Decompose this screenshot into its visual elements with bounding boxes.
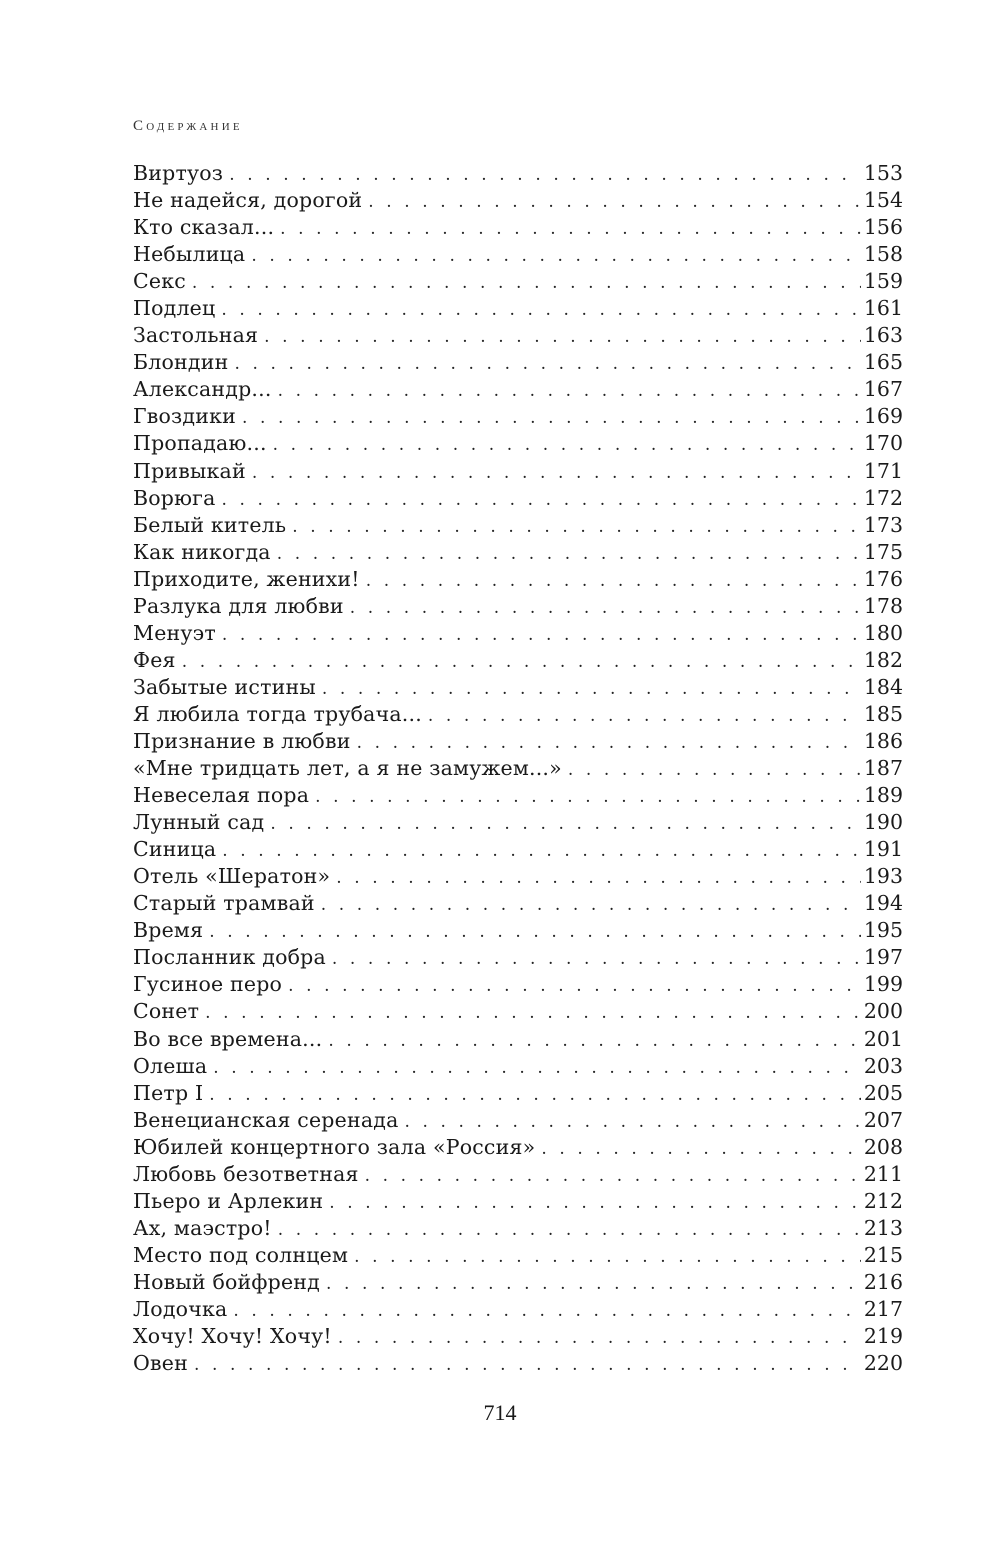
toc-dot-leader (568, 757, 861, 782)
toc-dot-leader (273, 432, 861, 457)
toc-entry-title: Застольная (133, 323, 259, 348)
toc-dot-leader (280, 216, 861, 241)
toc-entry (133, 863, 903, 890)
toc-entry (133, 1080, 903, 1107)
toc-dot-leader (192, 270, 861, 295)
toc-entry (133, 782, 903, 809)
toc-entry-title: Фея (133, 647, 176, 672)
toc-entry-page: 187 (863, 756, 903, 781)
toc-dot-leader (365, 1163, 861, 1188)
toc-entry-title: Подлец (133, 296, 216, 321)
toc-entry-page: 178 (863, 593, 903, 618)
toc-entry-title: Ах, маэстро! (133, 1215, 272, 1240)
toc-entry-title: Привыкай (133, 458, 246, 483)
toc-entry (133, 1134, 903, 1161)
toc-entry-page: 212 (863, 1188, 903, 1213)
toc-dot-leader (357, 730, 861, 755)
toc-entry (133, 1350, 903, 1377)
toc-entry-title: Старый трамвай (133, 891, 315, 916)
toc-entry (133, 728, 903, 755)
toc-dot-leader (194, 1352, 861, 1377)
toc-dot-leader (405, 1109, 861, 1134)
toc-entry-page: 153 (863, 161, 903, 185)
toc-entry-page: 159 (863, 269, 903, 294)
toc-entry (133, 620, 903, 647)
toc-entry-title: Александр... (133, 377, 272, 402)
toc-dot-leader (222, 487, 861, 512)
toc-dot-leader (366, 568, 861, 593)
toc-entry (133, 701, 903, 728)
toc-entry-title: Синица (133, 837, 217, 862)
toc-entry-page: 161 (863, 296, 903, 321)
toc-dot-leader (322, 676, 861, 701)
toc-entry-title: Пропадаю... (133, 431, 267, 456)
toc-entry (133, 944, 903, 971)
toc-entry-title: Отель «Шератон» (133, 864, 331, 889)
toc-entry-title: Венецианская серенада (133, 1107, 399, 1132)
toc-entry-title: Я любила тогда трубача... (133, 701, 422, 726)
toc-entry-page: 165 (863, 350, 903, 375)
toc-entry-page: 207 (863, 1107, 903, 1132)
toc-entry (133, 1188, 903, 1215)
toc-dot-leader (288, 973, 861, 998)
toc-entry-title: Лодочка (133, 1296, 228, 1321)
toc-entry-title: «Мне тридцать лет, а я не замужем...» (133, 756, 562, 781)
toc-dot-leader (336, 865, 861, 890)
toc-entry-page: 176 (863, 566, 903, 591)
page-number: 714 (483, 1400, 517, 1425)
toc-dot-leader (222, 838, 861, 863)
toc-dot-leader (182, 649, 861, 674)
toc-entry-page: 173 (863, 512, 903, 537)
toc-dot-leader (321, 892, 861, 917)
toc-entry-page: 191 (863, 837, 903, 862)
toc-entry-title: Приходите, женихи! (133, 566, 360, 591)
toc-dot-leader (229, 162, 861, 187)
toc-entry-page: 197 (863, 945, 903, 970)
toc-entry-page: 208 (863, 1134, 903, 1159)
toc-dot-leader (329, 1190, 861, 1215)
toc-entry-page: 213 (863, 1215, 903, 1240)
toc-entry-page: 186 (863, 728, 903, 753)
toc-entry-page: 194 (863, 891, 903, 916)
toc-dot-leader (315, 784, 861, 809)
toc-entry-title: Пьеро и Арлекин (133, 1188, 324, 1213)
toc-dot-leader (338, 1325, 861, 1350)
toc-entry-title: Менуэт (133, 620, 216, 645)
toc-entry (133, 809, 903, 836)
toc-dot-leader (368, 189, 861, 214)
toc-entry (133, 458, 903, 485)
toc-entry-title: Ворюга (133, 485, 216, 510)
toc-entry-title: Невеселая пора (133, 783, 310, 808)
toc-dot-leader (354, 1244, 861, 1269)
toc-entry (133, 1107, 903, 1134)
toc-entry-page: 211 (863, 1161, 903, 1186)
table-of-contents (133, 160, 903, 1377)
toc-entry (133, 1161, 903, 1188)
toc-entry (133, 1323, 903, 1350)
toc-entry (133, 755, 903, 782)
toc-dot-leader (350, 595, 861, 620)
toc-entry-page: 172 (863, 485, 903, 510)
toc-entry-title: Любовь безответная (133, 1161, 359, 1186)
toc-entry-title: Не надейся, дорогой (133, 188, 363, 213)
toc-entry-page: 175 (863, 539, 903, 564)
toc-entry (133, 187, 903, 214)
toc-entry (133, 268, 903, 295)
toc-dot-leader (209, 1082, 861, 1107)
toc-entry-page: 184 (863, 674, 903, 699)
toc-entry-page: 158 (863, 242, 903, 267)
toc-entry-page: 220 (863, 1351, 903, 1376)
toc-dot-leader (326, 1271, 861, 1296)
toc-entry-page: 190 (863, 810, 903, 835)
toc-entry (133, 1242, 903, 1269)
toc-dot-leader (328, 1028, 861, 1053)
toc-dot-leader (222, 622, 861, 647)
toc-entry (133, 593, 903, 620)
toc-entry (133, 430, 903, 457)
toc-entry-title: Овен (133, 1351, 188, 1376)
toc-dot-leader (221, 297, 860, 322)
toc-entry-title: Разлука для любви (133, 593, 344, 618)
toc-entry-title: Гусиное перо (133, 972, 283, 997)
toc-entry (133, 512, 903, 539)
toc-entry-page: 169 (863, 404, 903, 429)
toc-entry-title: Кто сказал... (133, 215, 275, 240)
toc-entry (133, 403, 903, 430)
toc-entry-title: Как никогда (133, 539, 271, 564)
toc-entry-title: Небылица (133, 242, 246, 267)
toc-dot-leader (428, 703, 861, 728)
toc-entry (133, 674, 903, 701)
toc-dot-leader (270, 811, 861, 836)
toc-dot-leader (264, 324, 861, 349)
toc-entry (133, 1026, 903, 1053)
toc-entry (133, 241, 903, 268)
toc-entry (133, 1296, 903, 1323)
toc-entry (133, 376, 903, 403)
toc-entry-title: Лунный сад (133, 810, 265, 835)
toc-entry (133, 1053, 903, 1080)
toc-dot-leader (277, 541, 861, 566)
toc-entry-page: 217 (863, 1296, 903, 1321)
toc-entry-title: Признание в любви (133, 728, 351, 753)
toc-entry-title: Блондин (133, 350, 229, 375)
toc-dot-leader (278, 378, 861, 403)
toc-entry (133, 349, 903, 376)
toc-entry (133, 917, 903, 944)
toc-entry-title: Петр I (133, 1080, 204, 1105)
toc-entry (133, 160, 903, 187)
toc-entry (133, 539, 903, 566)
toc-entry (133, 214, 903, 241)
toc-entry (133, 971, 903, 998)
toc-entry-title: Во все времена... (133, 1026, 323, 1051)
toc-dot-leader (251, 243, 861, 268)
toc-dot-leader (242, 405, 861, 430)
toc-entry (133, 1269, 903, 1296)
toc-entry-title: Виртуоз (133, 161, 224, 185)
toc-dot-leader (233, 1298, 860, 1323)
toc-entry-title: Хочу! Хочу! Хочу! (133, 1324, 332, 1349)
toc-entry (133, 295, 903, 322)
toc-dot-leader (292, 514, 861, 539)
toc-entry-title: Забытые истины (133, 674, 316, 699)
toc-entry (133, 647, 903, 674)
toc-entry-page: 219 (863, 1324, 903, 1349)
toc-entry-page: 199 (863, 972, 903, 997)
toc-dot-leader (541, 1136, 861, 1161)
toc-entry-page: 200 (863, 999, 903, 1024)
toc-entry-page: 185 (863, 701, 903, 726)
toc-dot-leader (205, 1000, 861, 1025)
toc-entry-page: 216 (863, 1269, 903, 1294)
toc-entry-page: 156 (863, 215, 903, 240)
toc-entry-title: Олеша (133, 1053, 208, 1078)
toc-entry (133, 322, 903, 349)
toc-dot-leader (332, 946, 861, 971)
toc-entry-title: Белый китель (133, 512, 287, 537)
toc-entry-title: Новый бойфренд (133, 1269, 320, 1294)
toc-entry-page: 170 (863, 431, 903, 456)
toc-entry-page: 171 (863, 458, 903, 483)
toc-entry-page: 193 (863, 864, 903, 889)
toc-entry-title: Секс (133, 269, 186, 294)
toc-dot-leader (252, 460, 861, 485)
toc-entry-page: 167 (863, 377, 903, 402)
toc-entry-title: Время (133, 918, 204, 943)
toc-entry-title: Посланник добра (133, 945, 326, 970)
toc-entry-page: 195 (863, 918, 903, 943)
toc-dot-leader (213, 1055, 861, 1080)
toc-entry-title: Сонет (133, 999, 200, 1024)
toc-entry (133, 836, 903, 863)
toc-entry (133, 566, 903, 593)
toc-entry-title: Место под солнцем (133, 1242, 349, 1267)
toc-entry-title: Юбилей концертного зала «Россия» (133, 1134, 536, 1159)
toc-entry (133, 998, 903, 1025)
toc-entry-title: Гвоздики (133, 404, 236, 429)
toc-entry-page: 205 (863, 1080, 903, 1105)
toc-dot-leader (278, 1217, 861, 1242)
toc-entry-page: 215 (863, 1242, 903, 1267)
toc-entry (133, 485, 903, 512)
toc-dot-leader (209, 919, 861, 944)
running-head: Содержание (133, 118, 243, 134)
toc-entry-page: 182 (863, 647, 903, 672)
toc-entry (133, 1215, 903, 1242)
toc-entry-page: 201 (863, 1026, 903, 1051)
toc-entry-page: 189 (863, 783, 903, 808)
toc-entry-page: 154 (863, 188, 903, 213)
toc-entry-page: 203 (863, 1053, 903, 1078)
toc-dot-leader (234, 351, 860, 376)
toc-entry (133, 890, 903, 917)
toc-entry-page: 180 (863, 620, 903, 645)
toc-entry-page: 163 (863, 323, 903, 348)
